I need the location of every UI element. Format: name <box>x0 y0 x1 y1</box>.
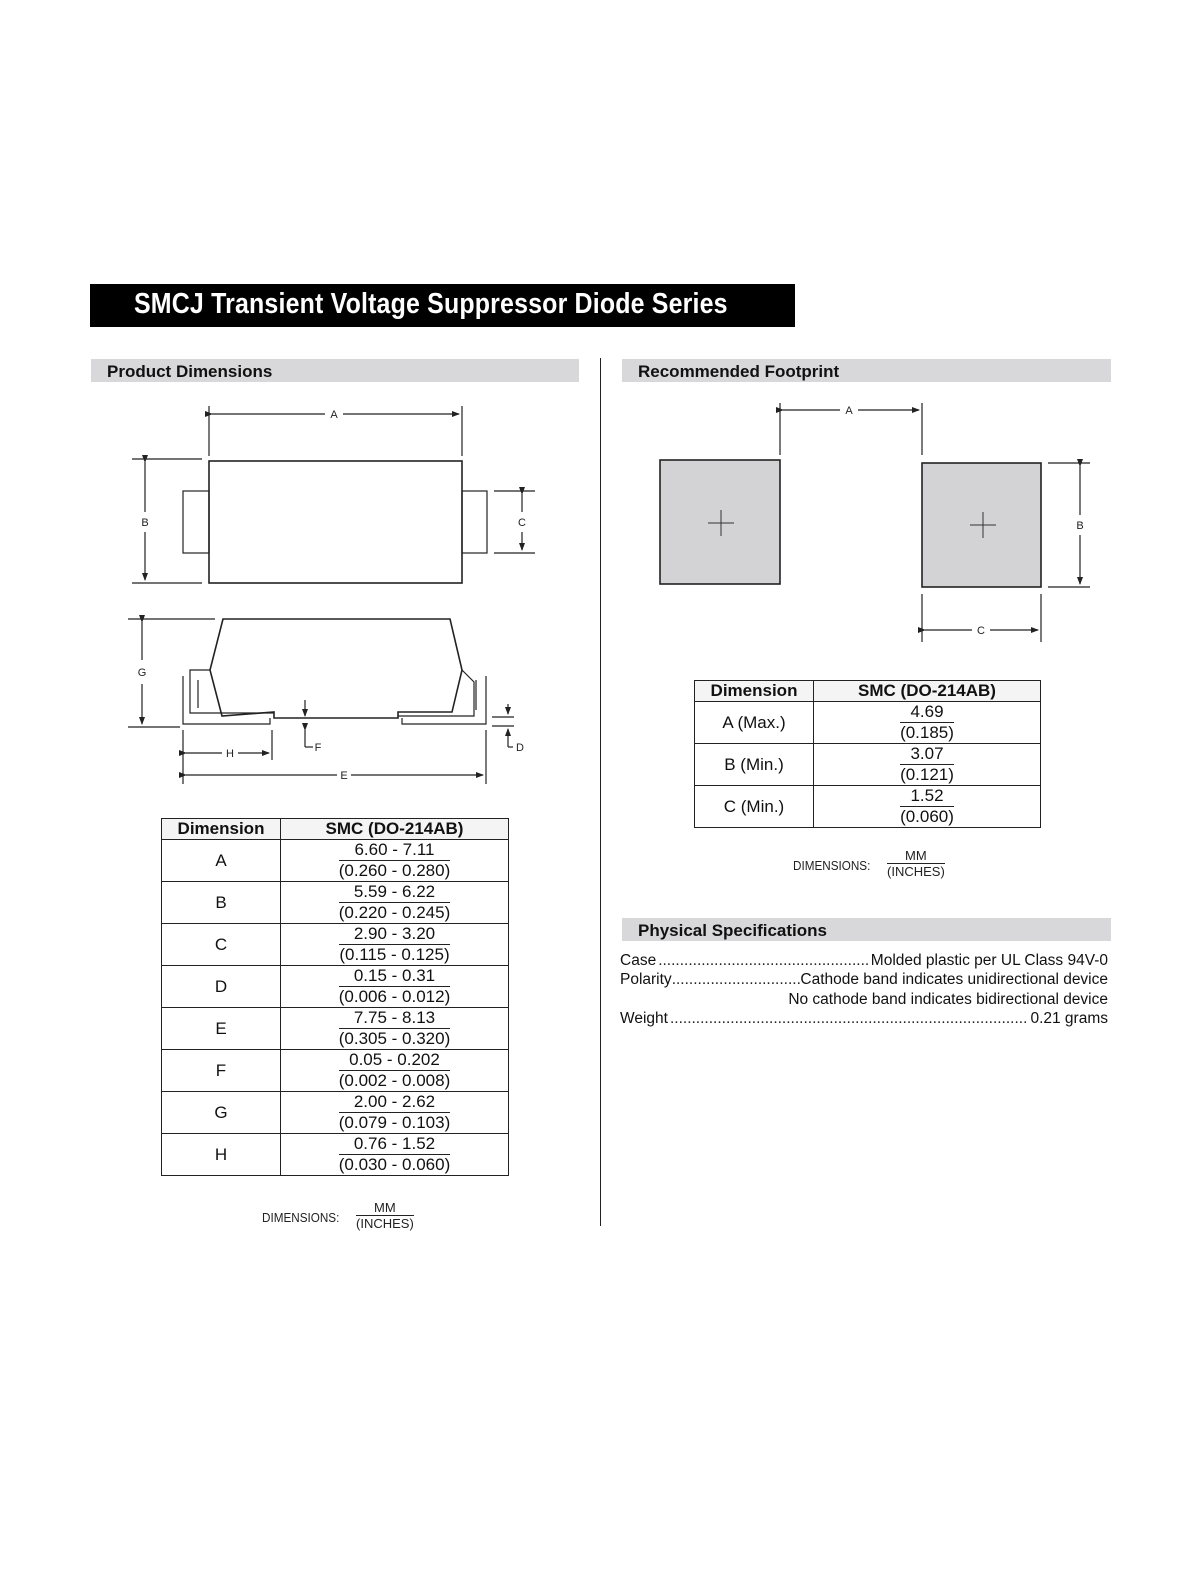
value-mm: 0.15 - 0.31 <box>339 966 451 987</box>
page-title: SMCJ Transient Voltage Suppressor Diode Series <box>134 288 728 320</box>
value-inches: (0.260 - 0.280) <box>338 861 451 880</box>
value-inches: (0.002 - 0.008) <box>338 1071 451 1090</box>
dimension-value <box>814 744 1041 786</box>
value-fraction <box>900 786 954 827</box>
dim-label-a: A <box>330 409 338 421</box>
dimension-value <box>281 840 509 882</box>
units-label: DIMENSIONS: <box>793 858 871 873</box>
footprint-label-c: C <box>977 625 985 637</box>
leader-dots <box>670 1010 1028 1028</box>
value-fraction <box>339 924 449 965</box>
table-row <box>695 786 1041 828</box>
table-row <box>695 744 1041 786</box>
spec-label: Case <box>620 951 657 969</box>
dim-label-g: G <box>137 667 147 679</box>
dimension-value <box>281 1050 509 1092</box>
dimension-label: F <box>162 1050 281 1092</box>
section-title: Product Dimensions <box>107 362 273 381</box>
dim-label-c: C <box>518 517 526 529</box>
units-inches: (INCHES) <box>887 864 945 879</box>
dimension-label: B <box>162 882 281 924</box>
dim-label-e: E <box>340 770 348 782</box>
value-mm: 0.76 - 1.52 <box>339 1134 451 1155</box>
dimension-value <box>281 1092 509 1134</box>
table-row <box>162 882 509 924</box>
units-mm: MM <box>356 1200 414 1216</box>
dimension-label: C <box>162 924 281 966</box>
dimension-value <box>814 786 1041 828</box>
value-inches: (0.121) <box>900 765 954 784</box>
units-note-dimensions <box>262 1200 422 1234</box>
dimension-value <box>281 1008 509 1050</box>
dimension-value <box>281 882 509 924</box>
value-mm: 0.05 - 0.202 <box>339 1050 451 1071</box>
value-inches: (0.079 - 0.103) <box>338 1113 451 1132</box>
section-title: Physical Specifications <box>638 921 827 940</box>
value-mm: 3.07 <box>900 744 954 765</box>
value-fraction <box>900 702 954 743</box>
table-row <box>162 1050 509 1092</box>
table-row <box>162 840 509 882</box>
value-inches: (0.115 - 0.125) <box>339 945 450 964</box>
spec-row-polarity <box>620 970 1108 990</box>
dim-label-h: H <box>226 748 234 760</box>
dimension-label: A (Max.) <box>695 702 814 744</box>
value-fraction <box>339 840 451 881</box>
units-inches: (INCHES) <box>356 1216 414 1231</box>
units-fraction <box>887 848 945 879</box>
column-header: Dimension <box>695 681 814 702</box>
dim-label-d: D <box>516 742 524 754</box>
spec-row-case <box>620 950 1108 970</box>
value-fraction <box>339 1092 451 1133</box>
spec-value: No cathode band indicates bidirectional device <box>788 990 1108 1008</box>
value-fraction <box>900 744 954 785</box>
spec-row-polarity-cont <box>620 989 1108 1009</box>
footprint-drawing <box>0 0 1188 660</box>
value-inches: (0.060) <box>900 807 954 826</box>
value-mm: 4.69 <box>900 702 954 723</box>
physical-specs-list <box>620 950 1108 1028</box>
dimension-label: D <box>162 966 281 1008</box>
value-mm: 1.52 <box>900 786 954 807</box>
column-header: SMC (DO-214AB) <box>281 819 509 840</box>
value-inches: (0.305 - 0.320) <box>338 1029 451 1048</box>
footprint-table <box>694 680 1041 828</box>
spec-value: 0.21 grams <box>1030 1010 1108 1027</box>
value-inches: (0.185) <box>900 723 954 742</box>
dimensions-table <box>161 818 509 1176</box>
units-fraction <box>356 1200 414 1231</box>
spec-label: Weight <box>620 1010 668 1027</box>
dim-label-f: F <box>314 742 322 754</box>
table-header-row <box>162 819 509 840</box>
value-mm: 2.00 - 2.62 <box>339 1092 451 1113</box>
table-row <box>162 966 509 1008</box>
spec-label: Polarity <box>620 971 672 988</box>
footprint-label-b: B <box>1076 520 1084 532</box>
value-mm: 2.90 - 3.20 <box>339 924 449 945</box>
section-title: Recommended Footprint <box>638 362 840 381</box>
spec-value: Molded plastic per UL Class 94V-0 <box>870 951 1108 969</box>
value-mm: 6.60 - 7.11 <box>339 840 451 861</box>
dimension-value <box>281 1134 509 1176</box>
units-label: DIMENSIONS: <box>262 1210 340 1225</box>
dimension-label: A <box>162 840 281 882</box>
value-mm: 5.59 - 6.22 <box>339 882 451 903</box>
units-mm: MM <box>887 848 945 864</box>
column-header: SMC (DO-214AB) <box>814 681 1041 702</box>
dimension-label: H <box>162 1134 281 1176</box>
table-row <box>695 702 1041 744</box>
dimension-value <box>814 702 1041 744</box>
footprint-pad-left <box>660 460 780 584</box>
leader-dots <box>672 971 801 989</box>
spec-row-weight <box>620 1009 1108 1029</box>
table-header-row <box>695 681 1041 702</box>
table-row <box>162 1134 509 1176</box>
dim-label-b: B <box>141 517 149 529</box>
value-fraction <box>339 1050 451 1091</box>
spec-value: Cathode band indicates unidirectional device <box>800 971 1108 988</box>
column-header: Dimension <box>162 819 281 840</box>
value-mm: 7.75 - 8.13 <box>339 1008 451 1029</box>
dimension-value <box>281 924 509 966</box>
leader-dots <box>658 952 869 970</box>
dimension-label: E <box>162 1008 281 1050</box>
section-header-physical-specifications <box>622 918 1111 941</box>
value-fraction <box>339 1008 451 1049</box>
value-fraction <box>339 882 451 923</box>
value-fraction <box>339 966 451 1007</box>
value-fraction <box>339 1134 451 1175</box>
dimension-value <box>281 966 509 1008</box>
table-row <box>162 1092 509 1134</box>
table-row <box>162 924 509 966</box>
dimension-label: C (Min.) <box>695 786 814 828</box>
value-inches: (0.030 - 0.060) <box>338 1155 451 1174</box>
table-row <box>162 1008 509 1050</box>
footprint-label-a: A <box>845 405 853 417</box>
dimension-label: B (Min.) <box>695 744 814 786</box>
value-inches: (0.220 - 0.245) <box>338 903 451 922</box>
dimension-label: G <box>162 1092 281 1134</box>
units-note-footprint <box>793 848 953 882</box>
value-inches: (0.006 - 0.012) <box>338 987 451 1006</box>
